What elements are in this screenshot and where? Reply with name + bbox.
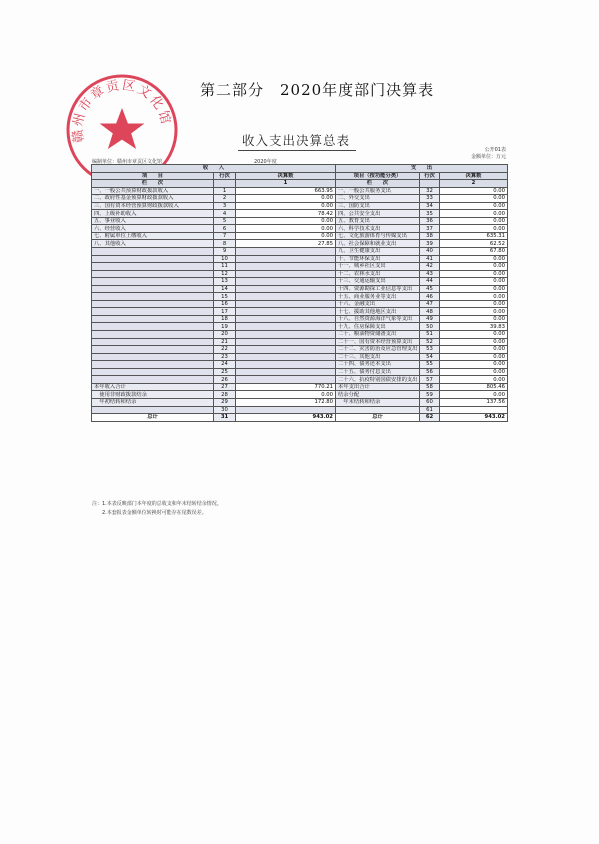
- expense-value-cell: 137.56: [440, 398, 508, 406]
- expense-line-cell: 32: [420, 187, 440, 195]
- income-line-cell: 11: [214, 263, 236, 271]
- expense-value-cell: 805.46: [440, 383, 508, 391]
- income-value-cell: 943.02: [236, 414, 336, 422]
- expense-item-cell: 十六、金融支出: [336, 300, 420, 308]
- income-value-cell: [236, 278, 336, 286]
- line-no-header: 行次: [420, 172, 440, 180]
- unit-label: 金额单位：万元: [470, 154, 506, 160]
- income-item-cell: [92, 346, 214, 354]
- table-row: [92, 278, 508, 286]
- summary-table: [91, 164, 508, 422]
- income-value-cell: [236, 346, 336, 354]
- table-row: [92, 361, 508, 369]
- expense-line-cell: 58: [420, 383, 440, 391]
- expense-value-cell: 0.00: [440, 217, 508, 225]
- income-value-cell: [236, 248, 336, 256]
- income-value-cell: [236, 331, 336, 339]
- expense-line-cell: 39: [420, 240, 440, 248]
- expense-item-cell: 十八、自然资源海洋气象等支出: [336, 315, 420, 323]
- income-item-cell: [92, 361, 214, 369]
- expense-item-cell: [336, 406, 420, 414]
- income-item-cell: [92, 285, 214, 293]
- expense-item-cell: 二十四、债务还本支出: [336, 361, 420, 369]
- expense-value-cell: [440, 406, 508, 414]
- income-value-cell: [236, 323, 336, 331]
- expense-item-cell: 五、教育支出: [336, 217, 420, 225]
- expense-line-cell: 42: [420, 263, 440, 271]
- expense-item-cell: 三、国防支出: [336, 202, 420, 210]
- income-value-cell: 78.42: [236, 210, 336, 218]
- table-header-row: [92, 165, 508, 173]
- income-item-cell: [92, 353, 214, 361]
- income-line-cell: 28: [214, 391, 236, 399]
- expense-line-cell: 50: [420, 323, 440, 331]
- income-item-cell: 二、政府性基金预算财政拨款收入: [92, 195, 214, 203]
- table-row: [92, 270, 508, 278]
- table-row: [92, 300, 508, 308]
- income-value-cell: [236, 285, 336, 293]
- expense-value-cell: 39.83: [440, 323, 508, 331]
- income-value-cell: 770.21: [236, 383, 336, 391]
- income-line-cell: 23: [214, 353, 236, 361]
- income-line-cell: 14: [214, 285, 236, 293]
- income-item-cell: [92, 315, 214, 323]
- income-item-cell: 八、其他收入: [92, 240, 214, 248]
- expense-line-cell: 38: [420, 232, 440, 240]
- expense-value-cell: 0.00: [440, 210, 508, 218]
- expense-line-cell: 35: [420, 210, 440, 218]
- income-item-cell: [92, 308, 214, 316]
- item-header: 项 目: [92, 172, 214, 180]
- expense-item-cell: 十九、住房保障支出: [336, 323, 420, 331]
- expense-line-cell: 56: [420, 368, 440, 376]
- table-row: [92, 391, 508, 399]
- expense-item-cell: 二十、粮油物资储备支出: [336, 331, 420, 339]
- expense-value-cell: 0.00: [440, 361, 508, 369]
- expense-line-cell: 41: [420, 255, 440, 263]
- income-value-cell: 27.85: [236, 240, 336, 248]
- income-value-cell: [236, 293, 336, 301]
- table-row: [92, 414, 508, 422]
- income-line-cell: 29: [214, 398, 236, 406]
- income-value-cell: [236, 255, 336, 263]
- income-item-cell: 七、附属单位上缴收入: [92, 232, 214, 240]
- income-line-cell: 27: [214, 383, 236, 391]
- expense-item-cell: 四、公共安全支出: [336, 210, 420, 218]
- expense-value-cell: 0.00: [440, 195, 508, 203]
- column-number: 1: [236, 180, 336, 188]
- table-row: [92, 368, 508, 376]
- income-line-cell: 10: [214, 255, 236, 263]
- star-icon: [100, 108, 145, 149]
- expense-line-cell: 61: [420, 406, 440, 414]
- income-line-cell: 30: [214, 406, 236, 414]
- income-item-cell: [92, 293, 214, 301]
- expense-line-cell: 37: [420, 225, 440, 233]
- expense-value-cell: 0.00: [440, 391, 508, 399]
- expense-value-cell: 0.00: [440, 300, 508, 308]
- income-item-cell: 六、经营收入: [92, 225, 214, 233]
- table-row: [92, 210, 508, 218]
- expense-item-cell: 本年支出合计: [336, 383, 420, 391]
- expense-value-cell: 0.00: [440, 255, 508, 263]
- income-line-cell: 21: [214, 338, 236, 346]
- income-item-cell: 本年收入合计: [92, 383, 214, 391]
- income-item-cell: 总计: [92, 414, 214, 422]
- income-line-cell: 9: [214, 248, 236, 256]
- notes: [92, 500, 222, 518]
- expense-value-cell: 0.00: [440, 315, 508, 323]
- expense-value-cell: 0.00: [440, 270, 508, 278]
- income-line-cell: 22: [214, 346, 236, 354]
- income-item-cell: [92, 278, 214, 286]
- expense-item-cell: 二十一、国有资本经营预算支出: [336, 338, 420, 346]
- income-item-cell: [92, 368, 214, 376]
- income-value-cell: [236, 315, 336, 323]
- expense-line-cell: 59: [420, 391, 440, 399]
- expense-line-cell: 62: [420, 414, 440, 422]
- expense-item-cell: 十一、城乡社区支出: [336, 263, 420, 271]
- income-value-cell: [236, 338, 336, 346]
- income-line-cell: 8: [214, 240, 236, 248]
- expense-line-cell: 49: [420, 315, 440, 323]
- expense-value-cell: 0.00: [440, 285, 508, 293]
- expense-value-cell: 67.80: [440, 248, 508, 256]
- table-row: [92, 331, 508, 339]
- income-item-cell: 五、事业收入: [92, 217, 214, 225]
- income-value-cell: 0.00: [236, 217, 336, 225]
- expense-value-cell: 0.00: [440, 368, 508, 376]
- table-row: [92, 338, 508, 346]
- expense-line-cell: 55: [420, 361, 440, 369]
- table-row: [92, 308, 508, 316]
- form-code: 公开01表: [484, 147, 506, 153]
- income-line-cell: 19: [214, 323, 236, 331]
- expense-value-cell: 0.00: [440, 308, 508, 316]
- line-label: 栏 次: [336, 180, 420, 188]
- expense-value-cell: 0.00: [440, 346, 508, 354]
- income-line-cell: 15: [214, 293, 236, 301]
- income-item-cell: [92, 376, 214, 384]
- table-row: [92, 255, 508, 263]
- income-line-cell: 4: [214, 210, 236, 218]
- expense-item-cell: 八、社会保障和就业支出: [336, 240, 420, 248]
- income-item-cell: [92, 263, 214, 271]
- income-line-cell: 20: [214, 331, 236, 339]
- income-value-cell: 172.80: [236, 398, 336, 406]
- table-row: [92, 263, 508, 271]
- income-line-cell: 7: [214, 232, 236, 240]
- table-row: [92, 187, 508, 195]
- expense-line-cell: 36: [420, 217, 440, 225]
- expense-value-cell: 0.00: [440, 376, 508, 384]
- seal-text: 赣州市章贡区文化馆: [70, 77, 174, 144]
- table-row: [92, 315, 508, 323]
- table-row: [92, 248, 508, 256]
- expense-line-cell: 57: [420, 376, 440, 384]
- table-row: [92, 376, 508, 384]
- expense-item-cell: 二十二、灾害防治及应急管理支出: [336, 346, 420, 354]
- expense-value-cell: 943.02: [440, 414, 508, 422]
- expense-line-cell: 54: [420, 353, 440, 361]
- expense-value-cell: 0.00: [440, 293, 508, 301]
- expense-item-cell: 九、卫生健康支出: [336, 248, 420, 256]
- expense-item-cell: 十五、商业服务业等支出: [336, 293, 420, 301]
- expense-item-cell: 六、科学技术支出: [336, 225, 420, 233]
- income-line-cell: 1: [214, 187, 236, 195]
- expense-line-cell: 53: [420, 346, 440, 354]
- table-row: [92, 398, 508, 406]
- expense-item-cell: 年末结转和结余: [336, 398, 420, 406]
- table-row: [92, 406, 508, 414]
- expense-item-cell: 十四、资源勘探工业信息等支出: [336, 285, 420, 293]
- expense-value-cell: 62.52: [440, 240, 508, 248]
- column-index-row: [92, 180, 508, 188]
- item-func-header: 项目（按功能分类）: [336, 172, 420, 180]
- table-row: [92, 323, 508, 331]
- income-value-cell: [236, 376, 336, 384]
- income-value-cell: [236, 406, 336, 414]
- income-item-cell: [92, 406, 214, 414]
- expense-line-cell: 44: [420, 278, 440, 286]
- income-line-cell: 24: [214, 361, 236, 369]
- table-row: [92, 232, 508, 240]
- table-row: [92, 195, 508, 203]
- table-row: [92, 225, 508, 233]
- expense-value-cell: 0.00: [440, 331, 508, 339]
- expense-value-cell: 0.00: [440, 263, 508, 271]
- income-line-cell: 13: [214, 278, 236, 286]
- income-value-cell: [236, 368, 336, 376]
- table-row: [92, 353, 508, 361]
- expense-item-cell: 二十六、抗疫特别国债安排的支出: [336, 376, 420, 384]
- title-underline: [238, 150, 356, 151]
- income-item-cell: [92, 255, 214, 263]
- income-line-cell: 12: [214, 270, 236, 278]
- income-line-cell: 2: [214, 195, 236, 203]
- blank-cell: [420, 180, 440, 188]
- expense-line-cell: 34: [420, 202, 440, 210]
- expense-line-cell: 33: [420, 195, 440, 203]
- expense-value-cell: 635.31: [440, 232, 508, 240]
- final-amount-header: 决算数: [440, 172, 508, 180]
- income-value-cell: [236, 308, 336, 316]
- column-number: 2: [440, 180, 508, 188]
- income-item-cell: [92, 300, 214, 308]
- blank-cell: [214, 180, 236, 188]
- income-value-cell: 0.00: [236, 195, 336, 203]
- income-item-cell: [92, 270, 214, 278]
- note-line: 2.本套报表金额单位转换时可能存在尾数误差。: [92, 510, 207, 516]
- income-value-cell: [236, 270, 336, 278]
- expense-item-cell: 七、文化旅游体育与传媒支出: [336, 232, 420, 240]
- line-no-header: 行次: [214, 172, 236, 180]
- expense-line-cell: 60: [420, 398, 440, 406]
- table-row: [92, 217, 508, 225]
- expense-item-cell: 十七、援助其他地区支出: [336, 308, 420, 316]
- expense-line-cell: 46: [420, 293, 440, 301]
- expense-line-cell: 47: [420, 300, 440, 308]
- expense-item-cell: 二十三、其他支出: [336, 353, 420, 361]
- expense-item-cell: 总计: [336, 414, 420, 422]
- income-value-cell: [236, 353, 336, 361]
- expense-value-cell: 0.00: [440, 202, 508, 210]
- expense-value-cell: 0.00: [440, 353, 508, 361]
- expense-line-cell: 45: [420, 285, 440, 293]
- table-row: [92, 346, 508, 354]
- line-label: 栏 次: [92, 180, 214, 188]
- page-title: 第二部分 2020年度部门决算表: [200, 81, 435, 99]
- income-line-cell: 17: [214, 308, 236, 316]
- income-item-cell: 三、国有资本经营预算财政拨款收入: [92, 202, 214, 210]
- income-value-cell: [236, 300, 336, 308]
- income-value-cell: [236, 361, 336, 369]
- expense-item-cell: 十二、农林水支出: [336, 270, 420, 278]
- income-value-cell: 0.00: [236, 232, 336, 240]
- income-line-cell: 26: [214, 376, 236, 384]
- expense-item-cell: 十、节能环保支出: [336, 255, 420, 263]
- expense-line-cell: 40: [420, 248, 440, 256]
- income-item-cell: [92, 338, 214, 346]
- income-item-cell: 使用非财政拨款结余: [92, 391, 214, 399]
- expense-line-cell: 48: [420, 308, 440, 316]
- expense-value-cell: 0.00: [440, 278, 508, 286]
- expense-line-cell: 52: [420, 338, 440, 346]
- income-item-cell: [92, 248, 214, 256]
- expense-item-cell: 二、外交支出: [336, 195, 420, 203]
- table-row: [92, 293, 508, 301]
- income-line-cell: 31: [214, 414, 236, 422]
- expense-item-cell: 结余分配: [336, 391, 420, 399]
- table-title: 收入支出决算总表: [242, 133, 351, 148]
- expense-item-cell: 一、一般公共服务支出: [336, 187, 420, 195]
- income-header: 收 入: [92, 165, 336, 173]
- income-item-cell: [92, 331, 214, 339]
- table-row: [92, 240, 508, 248]
- income-line-cell: 5: [214, 217, 236, 225]
- income-value-cell: 0.00: [236, 225, 336, 233]
- expense-line-cell: 43: [420, 270, 440, 278]
- expense-value-cell: 0.00: [440, 225, 508, 233]
- expense-item-cell: 十三、交通运输支出: [336, 278, 420, 286]
- org-label: 编制单位：赣州市章贡区文化馆: [92, 159, 163, 165]
- year-label: 2020年度: [254, 159, 277, 165]
- final-amount-header: 决算数: [236, 172, 336, 180]
- income-item-cell: 一、一般公共预算财政拨款收入: [92, 187, 214, 195]
- expense-line-cell: 51: [420, 331, 440, 339]
- table-subheader-row: [92, 172, 508, 180]
- table-row: [92, 383, 508, 391]
- note-line: 注：1.本表反映部门本年度的总收支和年末结转结余情况。: [92, 501, 222, 507]
- expense-item-cell: 二十五、债务付息支出: [336, 368, 420, 376]
- income-line-cell: 16: [214, 300, 236, 308]
- income-line-cell: 3: [214, 202, 236, 210]
- income-item-cell: [92, 323, 214, 331]
- income-line-cell: 6: [214, 225, 236, 233]
- expense-value-cell: 0.00: [440, 338, 508, 346]
- income-value-cell: 0.00: [236, 391, 336, 399]
- income-item-cell: 年初结转和结余: [92, 398, 214, 406]
- table-row: [92, 285, 508, 293]
- table-row: [92, 202, 508, 210]
- income-line-cell: 25: [214, 368, 236, 376]
- income-line-cell: 18: [214, 315, 236, 323]
- income-value-cell: [236, 263, 336, 271]
- expense-header: 支 出: [336, 165, 508, 173]
- income-item-cell: 四、上级补助收入: [92, 210, 214, 218]
- income-value-cell: 663.95: [236, 187, 336, 195]
- income-value-cell: 0.00: [236, 202, 336, 210]
- expense-value-cell: 0.00: [440, 187, 508, 195]
